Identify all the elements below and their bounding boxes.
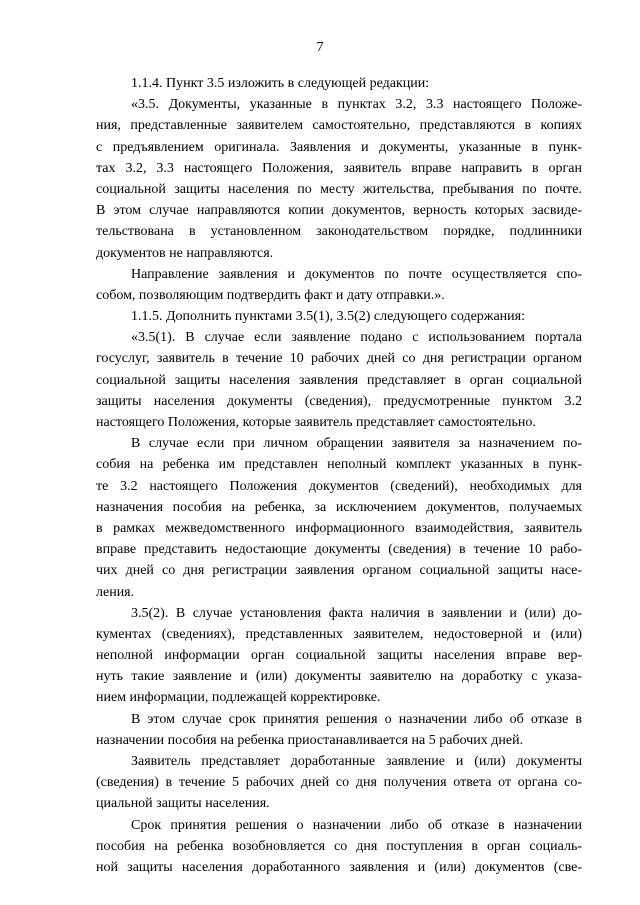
text-line: нием информации, подлежащей корректировке. (96, 690, 381, 706)
text-line: Направление заявления и документов по почте осуществляется спо- (131, 266, 582, 282)
text-line: «3.5(1). В случае если заявление подано с использованием портала (131, 330, 582, 346)
text-line: (сведения) в течение 5 рабочих дней со дня получения ответа от органа со- (96, 775, 582, 791)
text-line: собия на ребенка им представлен неполный комплект указанных в пунк- (96, 457, 582, 473)
text-line: вправе представить недостающие документы (сведения) в течение 10 рабо- (96, 542, 582, 558)
text-line: 3.5(2). В случае установления факта наличия в заявлении и (или) до- (131, 605, 582, 621)
text-line: назначения пособия на ребенка, за исключением документов, получаемых (96, 499, 582, 515)
text-line: документов не направляются. (96, 245, 274, 261)
text-line: циальной защиты населения. (96, 796, 270, 812)
text-line: В этом случае срок принятия решения о назначении либо об отказе в (131, 711, 582, 727)
text-line: кументах (сведениях), представленных заявителем, недостоверной и (или) (96, 626, 582, 642)
text-line: ления. (96, 584, 135, 600)
text-line: 1.1.4. Пункт 3.5 изложить в следующей редакции: (131, 76, 430, 91)
text-line: те 3.2 настоящего Положения документов (сведений), необходимых для (96, 478, 582, 494)
text-line: чих дней со дня регистрации заявления органом социальной защиты насе- (96, 563, 582, 579)
text-line: В этом случае направляются копии документов, верность которых засвиде- (96, 203, 582, 219)
text-line: Заявитель представляет доработанные заявление и (или) документы (131, 754, 582, 769)
text-line: социальной защиты населения по месту жительства, пребывания по почте. (96, 181, 582, 197)
text-line: ния, представленные заявителем самостоятельно, представляются в копиях (96, 118, 582, 134)
text-line: тах 3.2, 3.3 настоящего Положения, заявитель вправе направить в орган (96, 160, 582, 176)
text-line: настоящего Положения, которые заявитель представляет самостоятельно. (96, 415, 536, 430)
document-body (96, 73, 582, 878)
text-line: тельствована в установленном законодательством порядке, подлинники (96, 224, 582, 240)
text-line: ной защиты населения доработанного заявления и (или) документов (све- (96, 859, 582, 875)
text-line: неполной информации орган социальной защиты населения вправе вер- (96, 648, 582, 664)
text-line: 1.1.5. Дополнить пунктами 3.5(1), 3.5(2) следующего содержания: (131, 309, 525, 325)
page-number: 7 (316, 40, 324, 55)
text-line: Срок принятия решения о назначении либо об отказе в назначении (131, 817, 582, 833)
text-line: с предъявлением оригинала. Заявления и документы, указанные в пунк- (96, 139, 582, 155)
text-line: защиты населения документы (сведения), предусмотренные пунктом 3.2 (96, 393, 582, 409)
text-line: В случае если при личном обращении заявителя за назначением по- (131, 436, 582, 452)
text-line: госуслуг, заявитель в течение 10 рабочих дней со дня регистрации органом (96, 351, 582, 367)
text-line: пособия на ребенка возобновляется со дня поступления в орган социаль- (96, 838, 582, 854)
text-line: в рамках межведомственного информационного взаимодействия, заявитель (96, 520, 582, 536)
text-line: собом, позволяющим подтвердить факт и дату отправки.». (96, 287, 445, 303)
text-line: нуть такие заявление и (или) документы заявителю на доработку с указа- (96, 669, 582, 685)
text-line: «3.5. Документы, указанные в пунктах 3.2, 3.3 настоящего Положе- (131, 97, 582, 113)
text-line: социальной защиты населения заявления представляет в орган социальной (96, 372, 582, 388)
text-line: назначении пособия на ребенка приостанавливается на 5 рабочих дней. (96, 732, 524, 748)
